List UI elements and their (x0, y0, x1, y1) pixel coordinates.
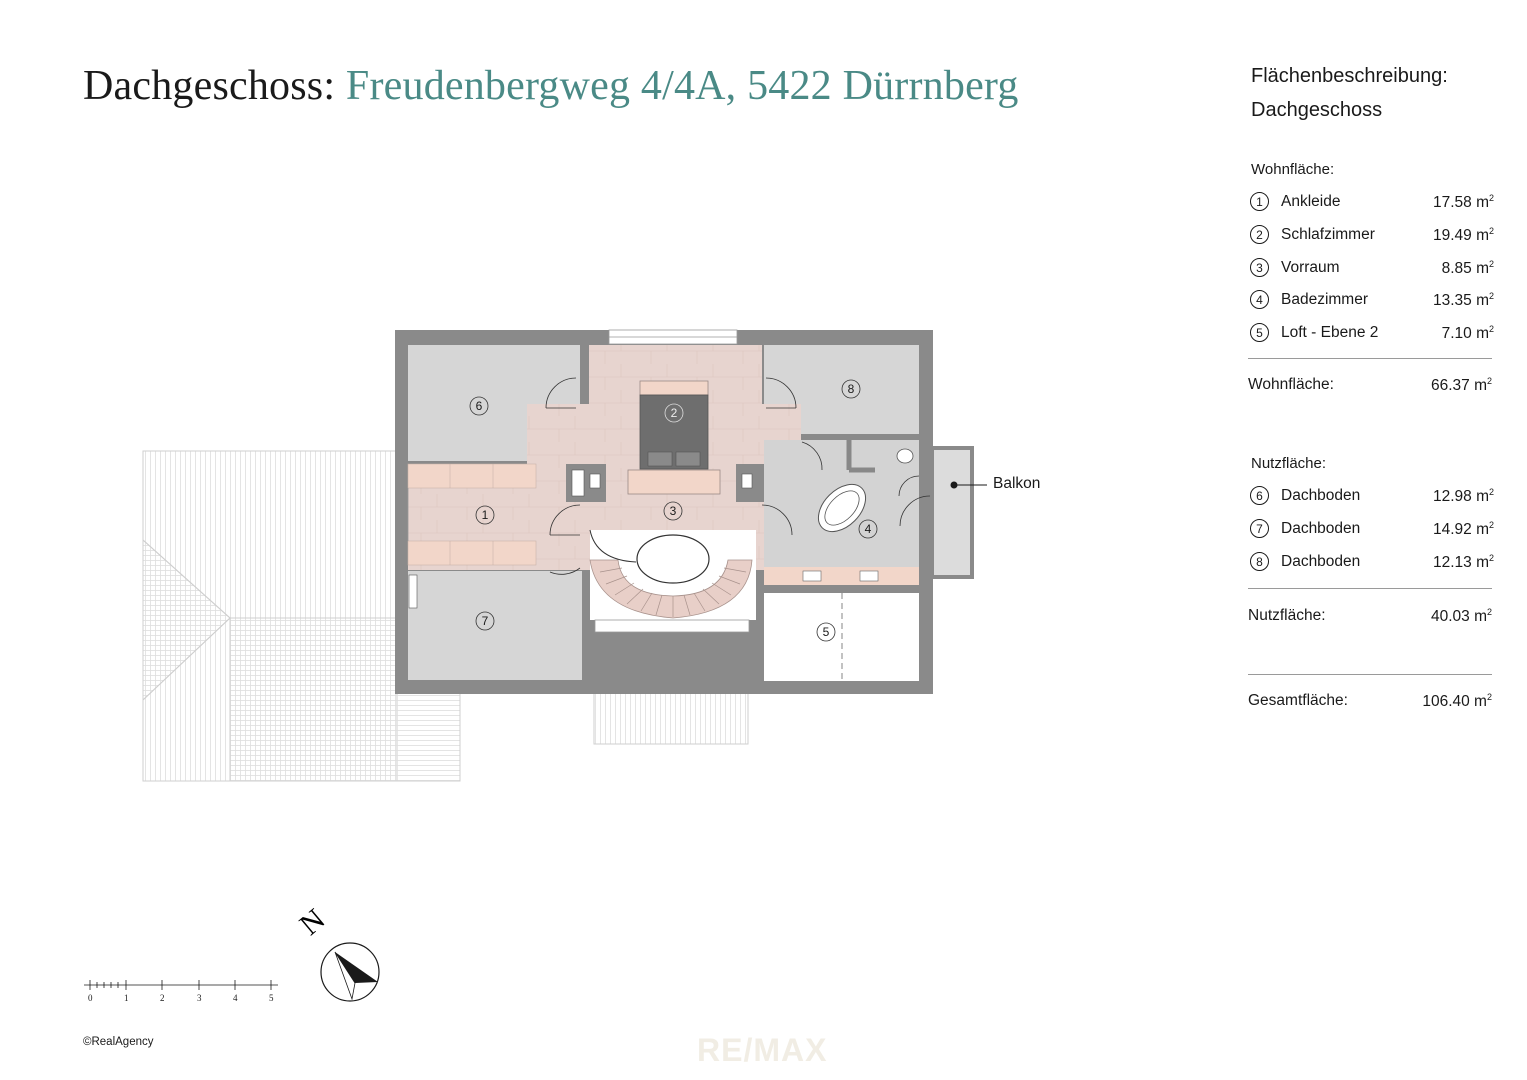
room-name: Badezimmer (1281, 291, 1368, 308)
room-area: 13.35 $m^2$ (1432, 291, 1494, 309)
scale-bar (84, 980, 278, 1003)
room-number: 1 (1250, 192, 1269, 211)
legend-heading: Flächenbeschreibung: (1251, 65, 1448, 87)
balcony-label: Balkon (993, 475, 1041, 492)
divider (1248, 358, 1492, 359)
svg-text:0: 0 (88, 993, 93, 1003)
svg-text:3: 3 (669, 504, 677, 518)
svg-text:1: 1 (124, 993, 129, 1003)
room-number: 5 (1250, 323, 1269, 342)
divider (1248, 674, 1492, 675)
compass-icon (293, 902, 379, 1001)
divider (1248, 588, 1492, 589)
room-area: 8.85 $m^2$ (1441, 259, 1494, 277)
room-number: 8 (1250, 552, 1269, 571)
legend-row (1248, 321, 1494, 347)
room-name: Ankleide (1281, 193, 1341, 210)
svg-text:2: 2 (670, 406, 678, 420)
room-area: 17.58 $m^2$ (1432, 193, 1494, 211)
room-number: 7 (1250, 519, 1269, 538)
svg-text:7: 7 (481, 614, 489, 628)
room-number: 3 (1250, 258, 1269, 277)
legend-row (1248, 288, 1494, 314)
svg-text:8: 8 (847, 382, 855, 396)
room-area: 14.92 $m^2$ (1432, 520, 1494, 538)
room-area: 12.98 $m^2$ (1432, 487, 1494, 505)
title-prefix: Dachgeschoss: (83, 63, 336, 109)
svg-text:5: 5 (822, 625, 830, 639)
legend-row (1248, 550, 1494, 576)
svg-text:N: N (293, 902, 332, 942)
bathroom (764, 440, 919, 585)
svg-text:4: 4 (864, 522, 872, 536)
room-number: 2 (1250, 225, 1269, 244)
room-name: Loft - Ebene 2 (1281, 324, 1379, 341)
title-address: Freudenbergweg 4/4A, 5422 Dürrnberg (345, 63, 1019, 109)
room-name: Dachboden (1281, 520, 1361, 537)
room-name: Dachboden (1281, 553, 1361, 570)
legend-row (1248, 190, 1494, 216)
remax-watermark: RE/MAX (697, 1032, 828, 1068)
stairs (590, 530, 756, 620)
room-number: 6 (1250, 486, 1269, 505)
room-area: 12.13 $m^2$ (1432, 553, 1494, 571)
room-7 (425, 571, 582, 680)
room-number: 4 (1250, 290, 1269, 309)
svg-text:2: 2 (160, 993, 165, 1003)
room-name: Vorraum (1281, 259, 1340, 276)
wohnflaeche-label: Wohnfläche: (1251, 161, 1335, 178)
legend-row (1248, 484, 1494, 510)
room-area: 7.10 $m^2$ (1441, 324, 1494, 342)
bed (628, 381, 720, 494)
legend-row (1248, 256, 1494, 282)
room-5 (764, 593, 919, 681)
room-name: Dachboden (1281, 487, 1361, 504)
svg-text:4: 4 (233, 993, 238, 1003)
svg-text:3: 3 (197, 993, 202, 1003)
room-area: 19.49 $m^2$ (1432, 226, 1494, 244)
room-name: Schlafzimmer (1281, 226, 1375, 243)
copyright: ©RealAgency (83, 1036, 154, 1048)
nutzflaeche-label: Nutzfläche: (1251, 455, 1327, 472)
svg-text:6: 6 (475, 399, 483, 413)
legend-subheading: Dachgeschoss (1251, 99, 1383, 121)
svg-text:1: 1 (481, 508, 489, 522)
svg-text:5: 5 (269, 993, 274, 1003)
legend-row (1248, 223, 1494, 249)
legend-row (1248, 517, 1494, 543)
